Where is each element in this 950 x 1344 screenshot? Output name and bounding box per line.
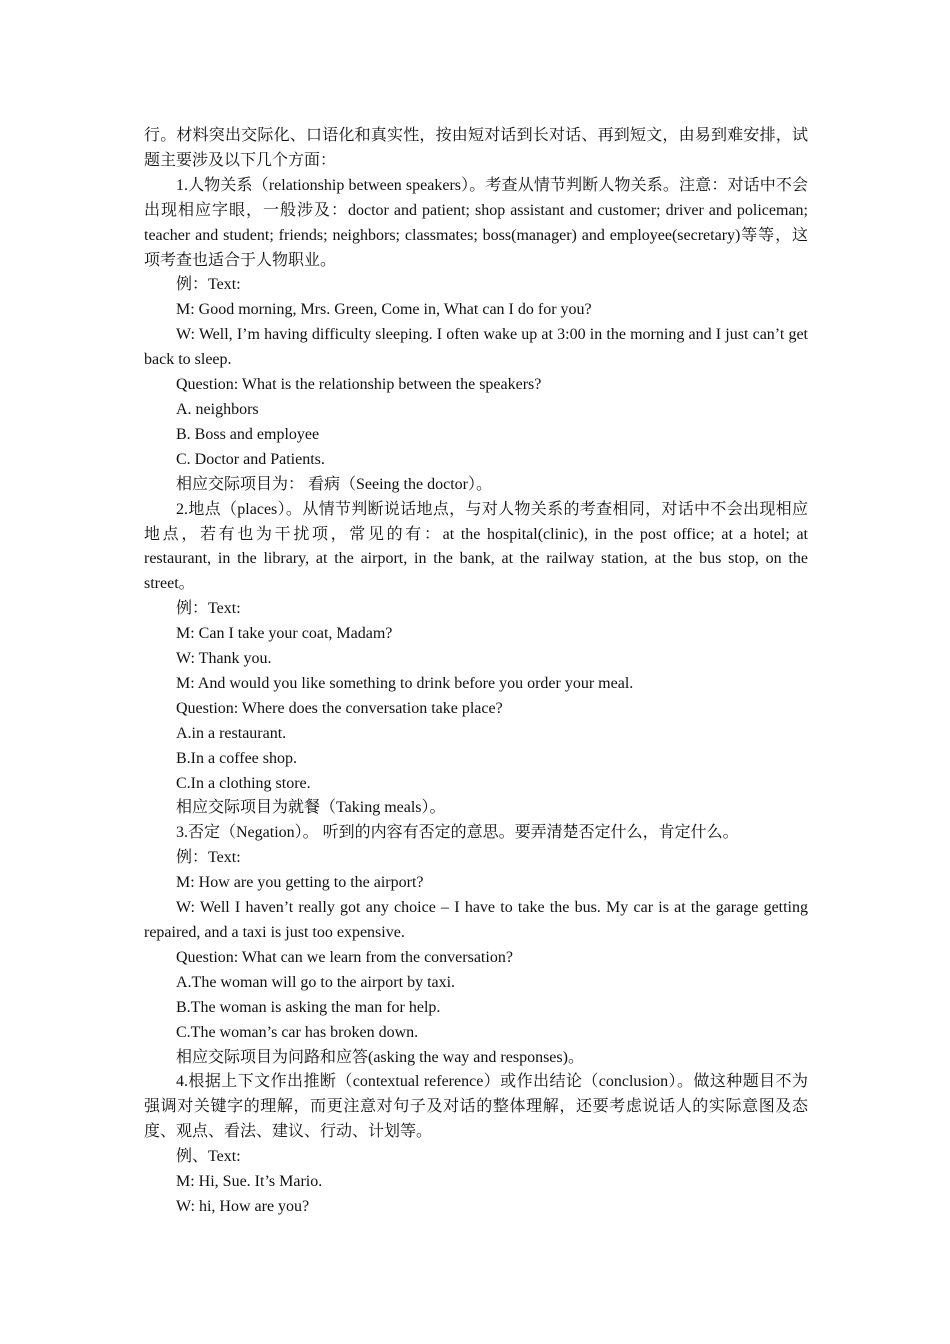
paragraph: 相应交际项目为问路和应答(asking the way and responses)。 (176, 1048, 584, 1066)
paragraph: W: Well, I’m having difficulty sleeping. I often wake up at 3:00 in the morning and I just can’t get back to sleep. (144, 326, 808, 369)
paragraph: C.The woman’s car has broken down. (176, 1023, 419, 1041)
paragraph: 相应交际项目为就餐（Taking meals）。 (176, 799, 446, 817)
paragraph: 例：Text: (176, 849, 241, 867)
paragraph: M: Hi, Sue. It’s Mario. (176, 1173, 323, 1191)
paragraph: C. Doctor and Patients. (176, 450, 325, 468)
paragraph: Question: Where does the conversation take place? (176, 699, 503, 717)
paragraph: C.In a clothing store. (176, 774, 311, 792)
paragraph: Question: What is the relationship between the speakers? (176, 376, 542, 394)
paragraph: 3.否定（Negation）。 听到的内容有否定的意思。要弄清楚否定什么，肯定什么。 (176, 824, 739, 842)
paragraph: 4.根据上下文作出推断（contextual reference）或作出结论（conclusion）。做这种题目不为强调对关键字的理解，而更注意对句子及对话的整体理解，还要考虑说话人的实际意图及态度、观点、看法、建议、行动、计划等。 (144, 1073, 808, 1141)
paragraph: 行。材料突出交际化、口语化和真实性，按由短对话到长对话、再到短文，由易到难安排，试题主要涉及以下几个方面： (144, 127, 808, 169)
paragraph: 例、Text: (176, 1148, 241, 1166)
paragraph: 例：Text: (176, 276, 241, 294)
paragraph: W: Thank you. (176, 650, 272, 668)
paragraph: A.The woman will go to the airport by taxi. (176, 973, 456, 991)
paragraph: 相应交际项目为： 看病（Seeing the doctor）。 (176, 475, 492, 493)
paragraph: M: How are you getting to the airport? (176, 874, 424, 892)
paragraph: W: hi, How are you? (176, 1197, 310, 1215)
paragraph: Question: What can we learn from the conversation? (176, 948, 513, 966)
paragraph: M: Can I take your coat, Madam? (176, 625, 393, 643)
paragraph: B.In a coffee shop. (176, 749, 297, 767)
paragraph: A. neighbors (176, 400, 259, 418)
paragraph: 1.人物关系（relationship between speakers）。考查从情节判断人物关系。注意：对话中不会出现相应字眼，一般涉及：doctor and patient; shop assistant and customer; driver and policeman; teacher and student; friends; neighbors; classmates; boss(manager) and employee(secretary)等等，这项考查也适合于人物职业。 (144, 176, 808, 269)
paragraph: 例：Text: (176, 600, 241, 618)
paragraph: W: Well I haven’t really got any choice – I have to take the bus. My car is at the garage getting repaired, and a taxi is just too expensive. (144, 899, 808, 941)
paragraph: M: And would you like something to drink before you order your meal. (176, 674, 634, 692)
paragraph: 2.地点（places）。从情节判断说话地点，与对人物关系的考查相同，对话中不会出现相应地点，若有也为干扰项，常见的有：at the hospital(clinic), in the post office; at a hotel; at restaurant, in the library, at the airport, in the bank, at the railway station, at the bus stop, on the street。 (144, 500, 808, 593)
document-body (144, 124, 808, 1220)
paragraph: B.The woman is asking the man for help. (176, 998, 441, 1016)
paragraph: A.in a restaurant. (176, 724, 287, 742)
paragraph: M: Good morning, Mrs. Green, Come in, What can I do for you? (176, 301, 592, 319)
paragraph: B. Boss and employee (176, 425, 320, 443)
